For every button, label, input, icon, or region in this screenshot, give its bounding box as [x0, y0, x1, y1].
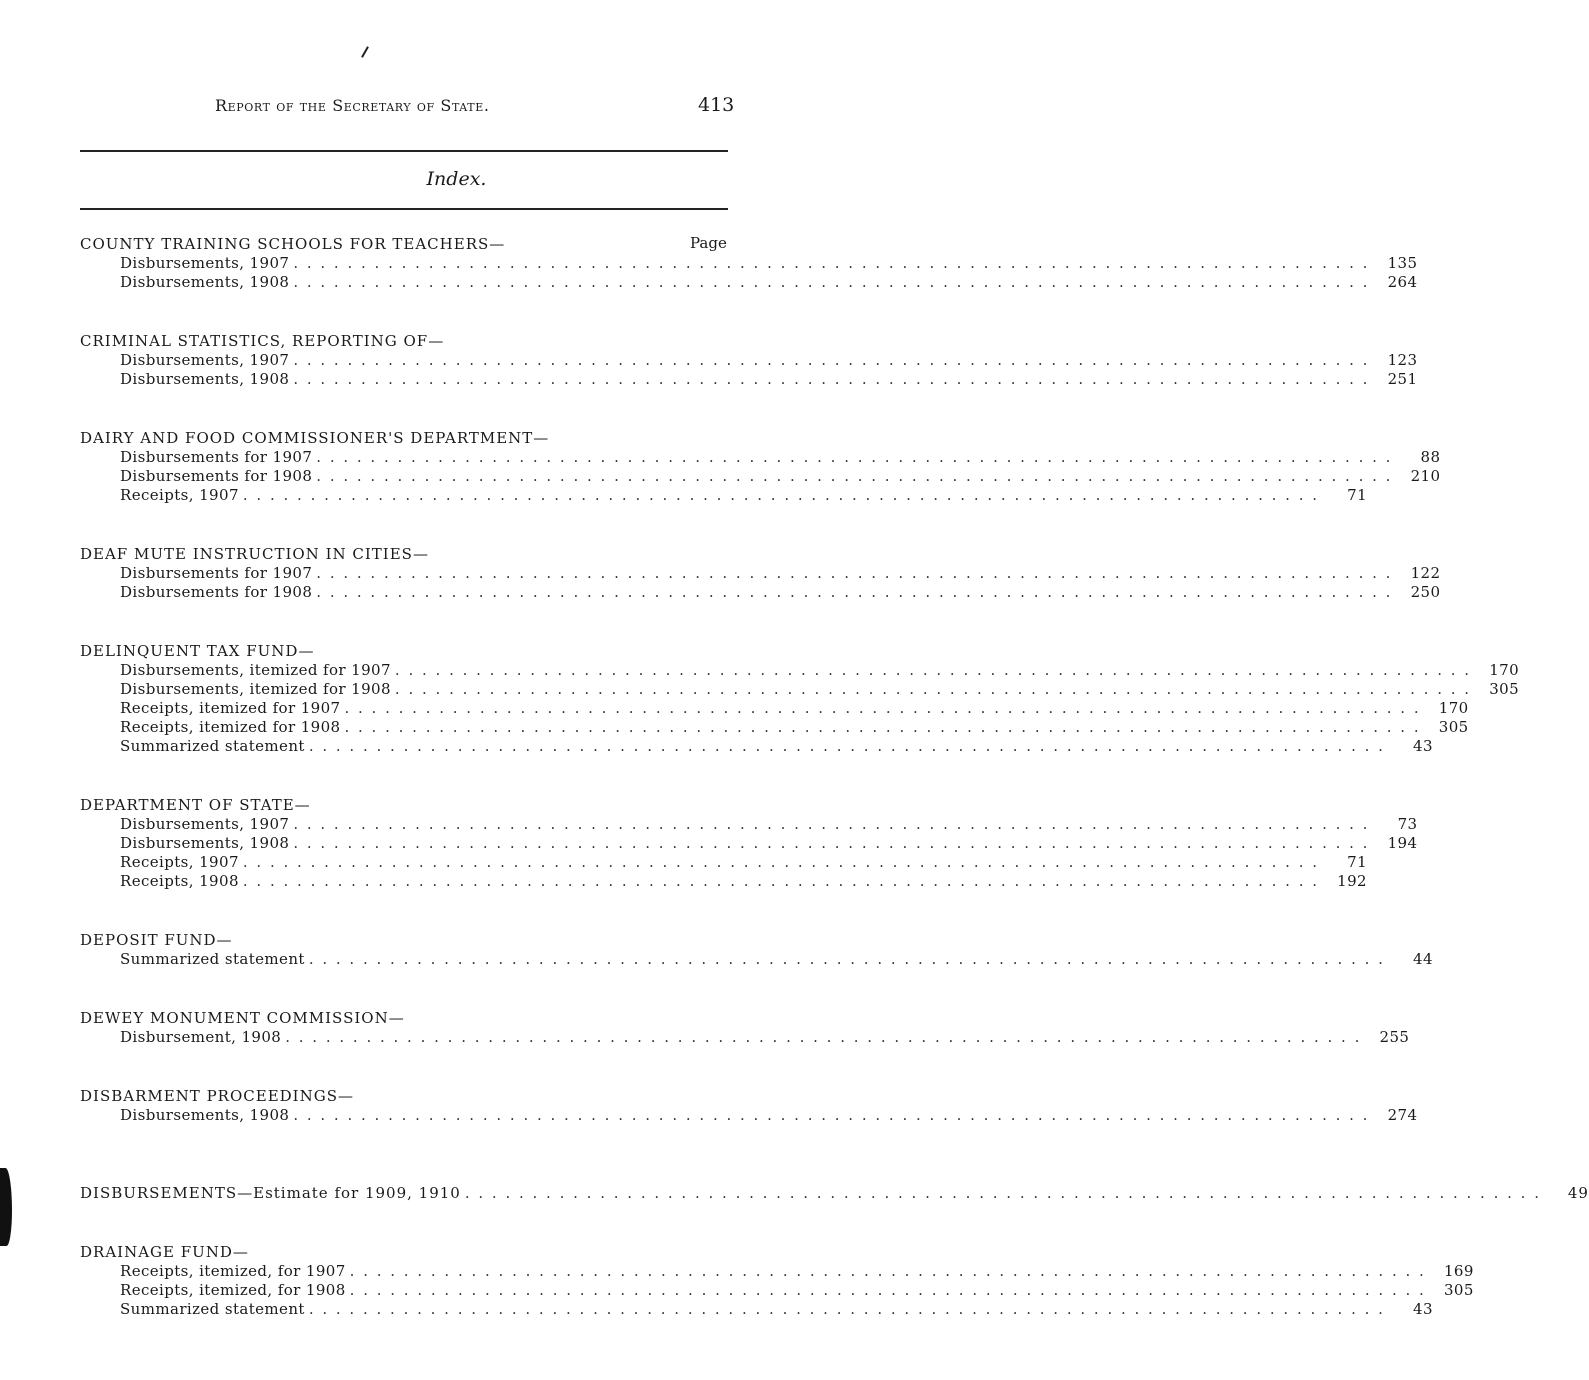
index-section — [80, 641, 1520, 756]
section-title — [80, 1164, 736, 1184]
entry-page-number: 71 — [1347, 853, 1368, 871]
dot-leader: . . . . . . . . . . . . . . . . . . . . . . . . . . . . . . . . . . . . . . . . . . . . . . . . . . . . . . . . . . . . . . . . . . . . . . . . . . . . . . . . — [316, 583, 1393, 601]
index-section — [80, 428, 1441, 505]
entry-label: Receipts, 1907 — [120, 486, 239, 504]
entry-page-number: 251 — [1387, 370, 1418, 388]
dot-leader: . . . . . . . . . . . . . . . . . . . . . . . . . . . . . . . . . . . . . . . . . . . . . . . . . . . . . . . . . . . . . . . . . . . . . . . . . . . . . . . . — [293, 834, 1370, 852]
dot-leader: . . . . . . . . . . . . . . . . . . . . . . . . . . . . . . . . . . . . . . . . . . . . . . . . . . . . . . . . . . . . . . . . . . . . . . . . . . . . . . . . — [344, 699, 1421, 717]
stray-pen-mark — [361, 46, 369, 57]
entry-page-number: 71 — [1347, 486, 1368, 504]
entry-page-number: 274 — [1387, 1106, 1418, 1124]
entry-page-number: 135 — [1387, 254, 1418, 272]
entry-page-number: 73 — [1397, 815, 1418, 833]
index-entry — [80, 273, 1418, 292]
index-entry — [80, 1028, 1410, 1047]
index-entry — [80, 815, 1418, 834]
index-entry — [80, 1262, 1474, 1281]
index-entry — [80, 853, 1368, 872]
index-section — [80, 1086, 1418, 1125]
bottom-rule — [80, 208, 728, 210]
dot-leader: . . . . . . . . . . . . . . . . . . . . . . . . . . . . . . . . . . . . . . . . . . . . . . . . . . . . . . . . . . . . . . . . . . . . . . . . . . . . . . . . — [242, 486, 1320, 504]
top-rule — [80, 150, 728, 152]
entry-label: Disbursements for 1908 — [120, 467, 313, 485]
entry-page-number: 170 — [1438, 699, 1469, 717]
entry-label: Disbursements for 1907 — [120, 448, 313, 466]
dot-leader: . . . . . . . . . . . . . . . . . . . . . . . . . . . . . . . . . . . . . . . . . . . . . . . . . . . . . . . . . . . . . . . . . . . . . . . . . . . . . . . . — [308, 1300, 1385, 1318]
entry-label: Summarized statement — [120, 737, 305, 755]
entry-page-number: 44 — [1413, 950, 1433, 968]
page-column-label: Page — [690, 234, 727, 252]
entry-page-number: 305 — [1489, 680, 1520, 698]
entry-label: Disbursement, 1908 — [120, 1028, 282, 1046]
index-entry — [80, 448, 1441, 467]
section-title: DISBARMENT PROCEEDINGS— — [80, 1087, 354, 1105]
entry-page-number: 49 — [1567, 1184, 1589, 1202]
index-entry — [80, 370, 1418, 389]
dot-leader: . . . . . . . . . . . . . . . . . . . . . . . . . . . . . . . . . . . . . . . . . . . . . . . . . . . . . . . . . . . . . . . . . . . . . . . . . . . . . . . . — [293, 254, 1370, 272]
entry-label: Receipts, 1907 — [120, 853, 239, 871]
entry-label: Receipts, 1908 — [120, 872, 239, 890]
index-entry — [80, 680, 1520, 699]
dot-leader: . . . . . . . . . . . . . . . . . . . . . . . . . . . . . . . . . . . . . . . . . . . . . . . . . . . . . . . . . . . . . . . . . . . . . . . . . . . . . . . . — [394, 661, 1472, 679]
section-title: DAIRY AND FOOD COMMISSIONER'S DEPARTMENT— — [80, 429, 550, 447]
entry-label: Disbursements, 1908 — [120, 1106, 290, 1124]
entry-label: Disbursements, itemized for 1908 — [120, 680, 391, 698]
dot-leader: . . . . . . . . . . . . . . . . . . . . . . . . . . . . . . . . . . . . . . . . . . . . . . . . . . . . . . . . . . . . . . . . . . . . . . . . . . . . . . . . — [293, 1106, 1370, 1124]
index-entry — [80, 718, 1469, 737]
entry-page-number: 170 — [1489, 661, 1520, 679]
entry-page-number: 43 — [1413, 737, 1433, 755]
index-entry — [80, 950, 1433, 969]
dot-leader: . . . . . . . . . . . . . . . . . . . . . . . . . . . . . . . . . . . . . . . . . . . . . . . . . . . . . . . . . . . . . . . . . . . . . . . . . . . . . . . . — [316, 467, 1393, 485]
dot-leader: . . . . . . . . . . . . . . . . . . . . . . . . . . . . . . . . . . . . . . . . . . . . . . . . . . . . . . . . . . . . . . . . . . . . . . . . . . . . . . . . — [285, 1028, 1362, 1046]
entry-label: Disbursements, itemized for 1907 — [120, 661, 391, 679]
entry-page-number: 264 — [1387, 273, 1418, 291]
dot-leader: . . . . . . . . . . . . . . . . . . . . . . . . . . . . . . . . . . . . . . . . . . . . . . . . . . . . . . . . . . . . . . . . . . . . . . . . . . . . . . . . — [344, 718, 1421, 736]
index-entry — [80, 467, 1441, 486]
dot-leader: . . . . . . . . . . . . . . . . . . . . . . . . . . . . . . . . . . . . . . . . . . . . . . . . . . . . . . . . . . . . . . . . . . . . . . . . . . . . . . . . — [293, 351, 1370, 369]
index-entry — [80, 737, 1433, 756]
index-entry — [80, 351, 1418, 370]
entry-label: Disbursements, 1907 — [120, 351, 290, 369]
index-entry — [80, 699, 1469, 718]
entry-page-number: 250 — [1410, 583, 1441, 601]
index-section — [80, 234, 1418, 292]
entry-label: Summarized statement — [120, 950, 305, 968]
section-title: CRIMINAL STATISTICS, REPORTING OF— — [80, 332, 445, 350]
entry-label: Receipts, itemized for 1907 — [120, 699, 341, 717]
dot-leader: . . . . . . . . . . . . . . . . . . . . . . . . . . . . . . . . . . . . . . . . . . . . . . . . . . . . . . . . . . . . . . . . . . . . . . . . . . . . . . . . — [349, 1262, 1426, 1280]
dot-leader: . . . . . . . . . . . . . . . . . . . . . . . . . . . . . . . . . . . . . . . . . . . . . . . . . . . . . . . . . . . . . . . . . . . . . . . . . . . . . . . . — [464, 1184, 1541, 1202]
section-title: DEAF MUTE INSTRUCTION IN CITIES— — [80, 545, 429, 563]
entry-page-number: 88 — [1420, 448, 1441, 466]
entry-label: Disbursements, 1907 — [120, 254, 290, 272]
entry-page-number: 169 — [1443, 1262, 1474, 1280]
entry-label: Receipts, itemized, for 1908 — [120, 1281, 346, 1299]
entry-label: Disbursements, 1908 — [120, 370, 290, 388]
entry-label: Disbursements, 1908 — [120, 834, 290, 852]
dot-leader: . . . . . . . . . . . . . . . . . . . . . . . . . . . . . . . . . . . . . . . . . . . . . . . . . . . . . . . . . . . . . . . . . . . . . . . . . . . . . . . . — [308, 950, 1385, 968]
index-entry — [80, 661, 1520, 680]
running-head: Report of the Secretary of State. — [215, 96, 490, 115]
index-section — [80, 930, 1433, 969]
dot-leader: . . . . . . . . . . . . . . . . . . . . . . . . . . . . . . . . . . . . . . . . . . . . . . . . . . . . . . . . . . . . . . . . . . . . . . . . . . . . . . . . — [349, 1281, 1426, 1299]
dot-leader: . . . . . . . . . . . . . . . . . . . . . . . . . . . . . . . . . . . . . . . . . . . . . . . . . . . . . . . . . . . . . . . . . . . . . . . . . . . . . . . . — [316, 448, 1393, 466]
section-title: DEWEY MONUMENT COMMISSION— — [80, 1009, 405, 1027]
index-entry — [80, 254, 1418, 273]
index-entry — [80, 834, 1418, 853]
entry-label: DISBURSEMENTS—Estimate for 1909, 1910 — [80, 1184, 461, 1202]
section-title: DELINQUENT TAX FUND— — [80, 642, 315, 660]
entry-label: Receipts, itemized, for 1907 — [120, 1262, 346, 1280]
dot-leader: . . . . . . . . . . . . . . . . . . . . . . . . . . . . . . . . . . . . . . . . . . . . . . . . . . . . . . . . . . . . . . . . . . . . . . . . . . . . . . . . — [308, 737, 1385, 755]
dot-leader: . . . . . . . . . . . . . . . . . . . . . . . . . . . . . . . . . . . . . . . . . . . . . . . . . . . . . . . . . . . . . . . . . . . . . . . . . . . . . . . . — [242, 872, 1320, 890]
entry-page-number: 123 — [1387, 351, 1418, 369]
index-section — [80, 1164, 1589, 1203]
entry-page-number: 192 — [1337, 872, 1368, 890]
index-section — [80, 331, 1418, 389]
index-section — [80, 1008, 1410, 1047]
index-entry — [80, 1184, 1589, 1203]
entry-page-number: 255 — [1379, 1028, 1410, 1046]
index-section — [80, 795, 1418, 891]
entry-page-number: 210 — [1410, 467, 1441, 485]
index-entry — [80, 486, 1368, 505]
entry-label: Disbursements for 1908 — [120, 583, 313, 601]
dot-leader: . . . . . . . . . . . . . . . . . . . . . . . . . . . . . . . . . . . . . . . . . . . . . . . . . . . . . . . . . . . . . . . . . . . . . . . . . . . . . . . . — [293, 370, 1370, 388]
page-number: 413 — [698, 94, 735, 116]
entry-label: Summarized statement — [120, 1300, 305, 1318]
index-heading: Index. — [426, 168, 487, 190]
entry-page-number: 305 — [1443, 1281, 1474, 1299]
dot-leader: . . . . . . . . . . . . . . . . . . . . . . . . . . . . . . . . . . . . . . . . . . . . . . . . . . . . . . . . . . . . . . . . . . . . . . . . . . . . . . . . — [293, 273, 1370, 291]
entry-label: Receipts, itemized for 1908 — [120, 718, 341, 736]
index-entry — [80, 564, 1441, 583]
entry-page-number: 122 — [1410, 564, 1441, 582]
dot-leader: . . . . . . . . . . . . . . . . . . . . . . . . . . . . . . . . . . . . . . . . . . . . . . . . . . . . . . . . . . . . . . . . . . . . . . . . . . . . . . . . — [316, 564, 1393, 582]
entry-label: Disbursements, 1908 — [120, 273, 290, 291]
dot-leader: . . . . . . . . . . . . . . . . . . . . . . . . . . . . . . . . . . . . . . . . . . . . . . . . . . . . . . . . . . . . . . . . . . . . . . . . . . . . . . . . — [242, 853, 1320, 871]
scan-edge-blot — [0, 1168, 12, 1246]
section-title: COUNTY TRAINING SCHOOLS FOR TEACHERS— — [80, 235, 506, 253]
section-title: DRAINAGE FUND— — [80, 1243, 249, 1261]
index-entry — [80, 583, 1441, 602]
index-section — [80, 1242, 1474, 1319]
dot-leader: . . . . . . . . . . . . . . . . . . . . . . . . . . . . . . . . . . . . . . . . . . . . . . . . . . . . . . . . . . . . . . . . . . . . . . . . . . . . . . . . — [394, 680, 1472, 698]
entry-page-number: 43 — [1413, 1300, 1433, 1318]
index-entry — [80, 872, 1368, 891]
index-entry — [80, 1106, 1418, 1125]
dot-leader: . . . . . . . . . . . . . . . . . . . . . . . . . . . . . . . . . . . . . . . . . . . . . . . . . . . . . . . . . . . . . . . . . . . . . . . . . . . . . . . . — [293, 815, 1370, 833]
entry-page-number: 194 — [1387, 834, 1418, 852]
entry-label: Disbursements for 1907 — [120, 564, 313, 582]
section-title: DEPARTMENT OF STATE— — [80, 796, 311, 814]
index-section — [80, 544, 1441, 602]
index-sections — [80, 234, 1589, 1358]
index-entry — [80, 1281, 1474, 1300]
index-entry — [80, 1300, 1433, 1319]
entry-page-number: 305 — [1438, 718, 1469, 736]
section-title: DEPOSIT FUND— — [80, 931, 233, 949]
entry-label: Disbursements, 1907 — [120, 815, 290, 833]
